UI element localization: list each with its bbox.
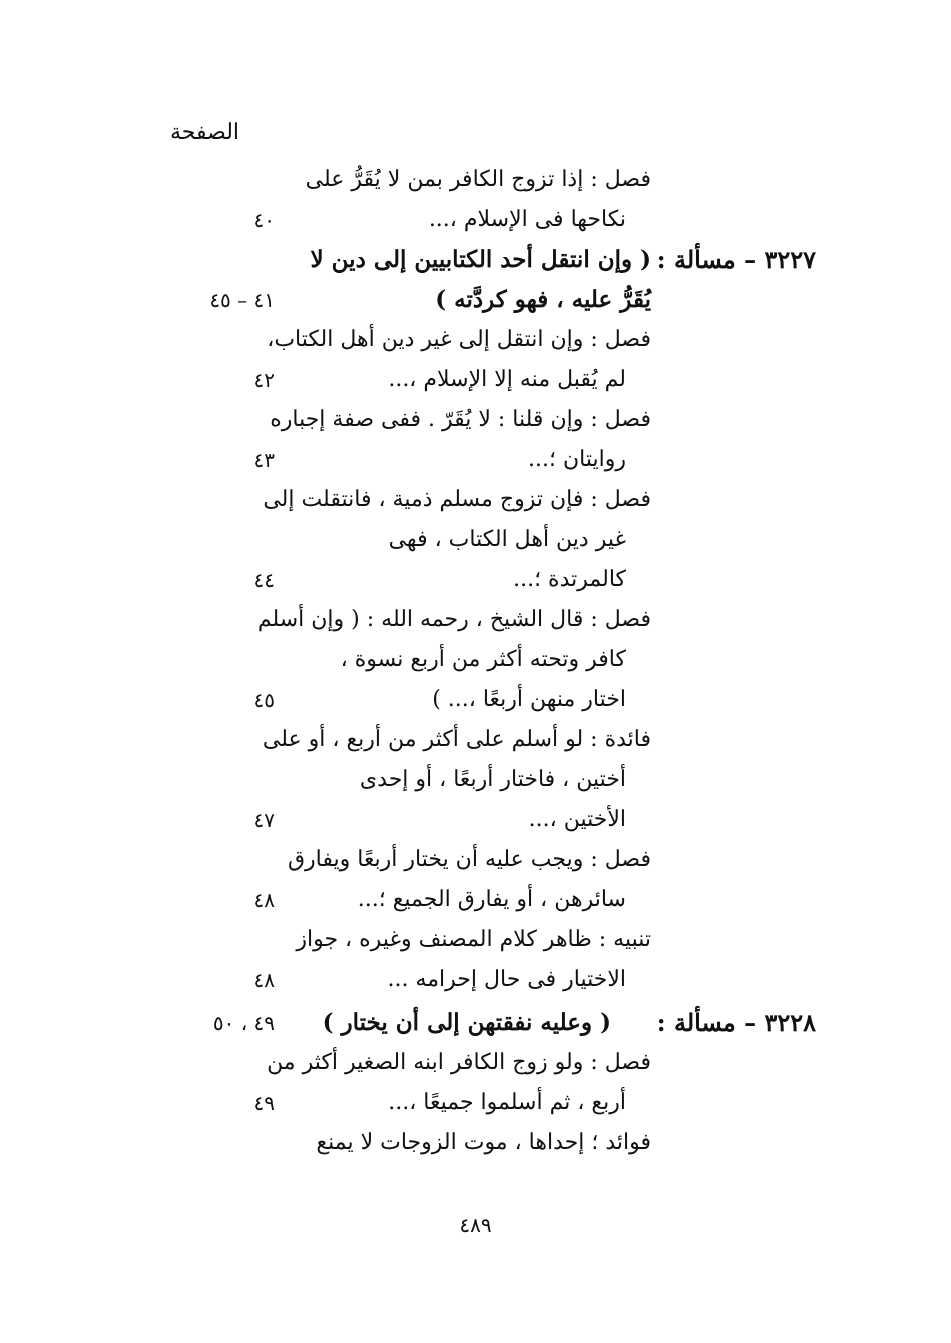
toc-entry-text: كافر وتحته أكثر من أربع نسوة ، [340, 647, 626, 672]
toc-line [0, 840, 951, 880]
toc-line [0, 880, 951, 920]
toc-entry-text: أربع ، ثم أسلموا جميعًا ،... [388, 1090, 626, 1115]
toc-entry-text: فصل : وإن انتقل إلى غير دين أهل الكتاب، [267, 327, 651, 352]
toc-entry-text: فصل : وإن قلنا : لا يُقَرّ . ففى صفة إجباره [270, 407, 651, 432]
issue-text: ( وإن انتقل أحد الكتابيين إلى دين لا [310, 246, 651, 273]
page-reference: ٤٩ ، ٥٠ [212, 1011, 275, 1035]
page-number: ٤٨٩ [459, 1213, 492, 1237]
toc-line [0, 200, 951, 240]
toc-entry-text: تنبيه : ظاهر كلام المصنف وغيره ، جواز [296, 927, 651, 952]
toc-line [0, 560, 951, 600]
toc-entry-text: فصل : قال الشيخ ، رحمه الله : ( وإن أسلم [257, 607, 651, 632]
toc-entry-text: نكاحها فى الإسلام ،... [428, 207, 626, 232]
toc-line [0, 520, 951, 560]
toc-line [0, 1043, 951, 1083]
page-reference: ٤٠ [253, 208, 275, 232]
toc-line [0, 160, 951, 200]
toc-entry-text: فوائد ؛ إحداها ، موت الزوجات لا يمنع [316, 1130, 651, 1155]
toc-entry-text: فصل : ولو زوج الكافر ابنه الصغير أكثر من [267, 1050, 651, 1075]
page-reference: ٤٨ [253, 968, 275, 992]
toc-entry-text: سائرهن ، أو يفارق الجميع ؛... [357, 887, 626, 912]
issue-line [0, 240, 951, 280]
toc-line [0, 680, 951, 720]
page-reference: ٤٣ [253, 448, 275, 472]
page-column-label: الصفحة [170, 120, 240, 145]
toc-line [0, 1123, 951, 1163]
toc-line [0, 640, 951, 680]
toc-entry-text: فائدة : لو أسلم على أكثر من أربع ، أو على [262, 727, 651, 752]
toc-entry-text: فصل : فإن تزوج مسلم ذمية ، فانتقلت إلى [263, 487, 651, 512]
issue-text: ( وعليه نفقتهن إلى أن يختار ) [322, 1009, 611, 1036]
toc-line [0, 320, 951, 360]
page-reference: ٤٤ [253, 568, 275, 592]
toc-entry-text: روايتان ؛... [528, 447, 626, 472]
page-reference: ٤٧ [253, 808, 275, 832]
toc-entry-text: أختين ، فاختار أربعًا ، أو إحدى [359, 767, 626, 792]
issue-number: ٣٢٢٨ – مسألة : [656, 1008, 816, 1037]
issue-line [0, 280, 951, 320]
toc-line [0, 720, 951, 760]
page-reference: ٤٩ [253, 1091, 275, 1115]
issue-number: ٣٢٢٧ – مسألة : [656, 245, 816, 274]
toc-line [0, 440, 951, 480]
toc-line [0, 600, 951, 640]
toc-line [0, 1083, 951, 1123]
toc-entry-text: الاختيار فى حال إحرامه ... [387, 967, 626, 992]
toc-line [0, 760, 951, 800]
toc-line [0, 400, 951, 440]
toc-line [0, 800, 951, 840]
issue-text: يُقَرُّ عليه ، فهو كردَّته ) [435, 286, 651, 313]
toc-entry-text: فصل : ويجب عليه أن يختار أربعًا ويفارق [287, 847, 651, 872]
page-reference: ٤٢ [253, 368, 275, 392]
page-reference: ٤٥ [253, 688, 275, 712]
toc-entry-text: لم يُقبل منه إلا الإسلام ،... [388, 367, 626, 392]
toc-entry-text: اختار منهن أربعًا ،... ) [432, 687, 626, 712]
toc-entry-text: كالمرتدة ؛... [513, 567, 626, 592]
toc-line [0, 920, 951, 960]
toc-line [0, 360, 951, 400]
page-reference: ٤١ – ٤٥ [209, 288, 275, 312]
toc-entry-text: غير دين أهل الكتاب ، فهى [388, 527, 626, 552]
page-reference: ٤٨ [253, 888, 275, 912]
issue-line [0, 1003, 951, 1043]
toc-line [0, 480, 951, 520]
toc-entry-text: الأختين ،... [528, 807, 626, 832]
toc-entry-text: فصل : إذا تزوج الكافر بمن لا يُقَرُّ على [305, 167, 651, 192]
toc-line [0, 960, 951, 1000]
